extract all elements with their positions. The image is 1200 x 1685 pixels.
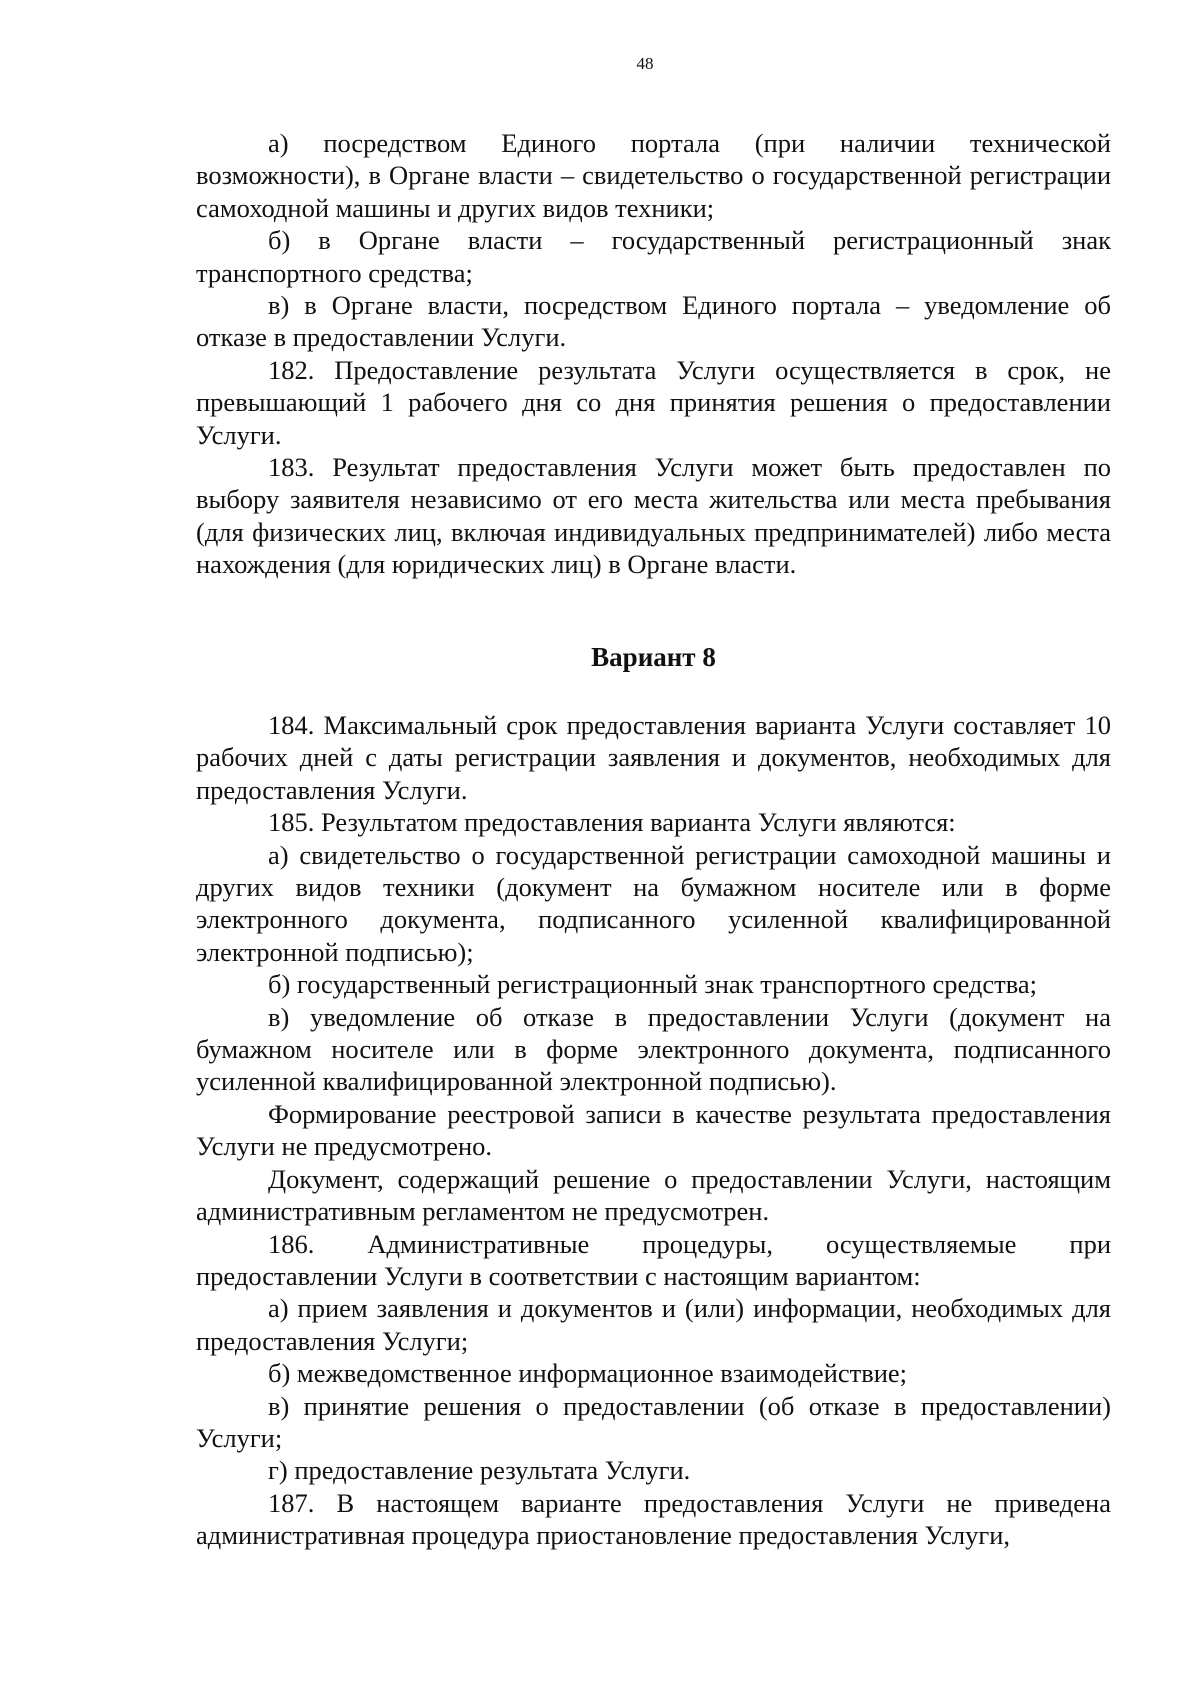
paragraph: Формирование реестровой записи в качестве результата предоставления Услуги не предусмотрено. [196,1098,1111,1162]
paragraph: 183. Результат предоставления Услуги может быть предоставлен по выбору заявителя независимо от его места жительства или места пребывания (для физических лиц, включая индивидуальных предпринимателей) либо места нахождения (для юридических лиц) в Органе власти. [196,452,1111,580]
paragraph: б) государственный регистрационный знак транспортного средства; [268,969,1038,1000]
paragraph: в) принятие решения о предоставлении (об отказе в предоставлении) Услуги; [196,1390,1111,1453]
paragraph: 186. Административные процедуры, осуществляемые при предоставлении Услуги в соответствии с настоящим вариантом: [196,1228,1111,1291]
paragraph: а) свидетельство о государственной регистрации самоходной машины и других видов техники (документ на бумажном носителе или в форме электронного документа, подписанного усиленной квалифицированной электронной подписью); [196,839,1111,967]
paragraph: б) в Органе власти – государственный регистрационный знак транспортного средства; [196,225,1111,288]
paragraph: Документ, содержащий решение о предоставлении Услуги, настоящим административным регламентом не предусмотрен. [196,1163,1111,1227]
page-number: 48 [636,54,654,73]
paragraph: 184. Максимальный срок предоставления варианта Услуги составляет 10 рабочих дней с даты регистрации заявления и документов, необходимых для предоставления Услуги. [196,710,1111,805]
paragraph: 187. В настоящем варианте предоставления Услуги не приведена административная процедура приостановление предоставления Услуги, [196,1487,1111,1551]
paragraph: б) межведомственное информационное взаимодействие; [268,1358,908,1389]
document-body-top [196,127,1111,581]
document-body-bottom [196,709,1111,1552]
section-heading: Вариант 8 [591,642,716,672]
paragraph: 185. Результатом предоставления варианта Услуги являются: [268,807,956,838]
paragraph: г) предоставление результата Услуги. [268,1455,691,1486]
paragraph: в) уведомление об отказе в предоставлении Услуги (документ на бумажном носителе или в форме электронного документа, подписанного усиленной квалифицированной электронной подписью). [196,1001,1111,1097]
paragraph: а) посредством Единого портала (при наличии технической возможности), в Органе власти – свидетельство о государственной регистрации самоходной машины и других видов техники; [196,128,1111,223]
paragraph: а) прием заявления и документов и (или) информации, необходимых для предоставления Услуги; [196,1293,1111,1356]
paragraph: 182. Предоставление результата Услуги осуществляется в срок, не превышающий 1 рабочего дня со дня принятия решения о предоставлении Услуги. [196,354,1111,450]
paragraph: в) в Органе власти, посредством Единого портала – уведомление об отказе в предоставлении Услуги. [196,290,1111,353]
